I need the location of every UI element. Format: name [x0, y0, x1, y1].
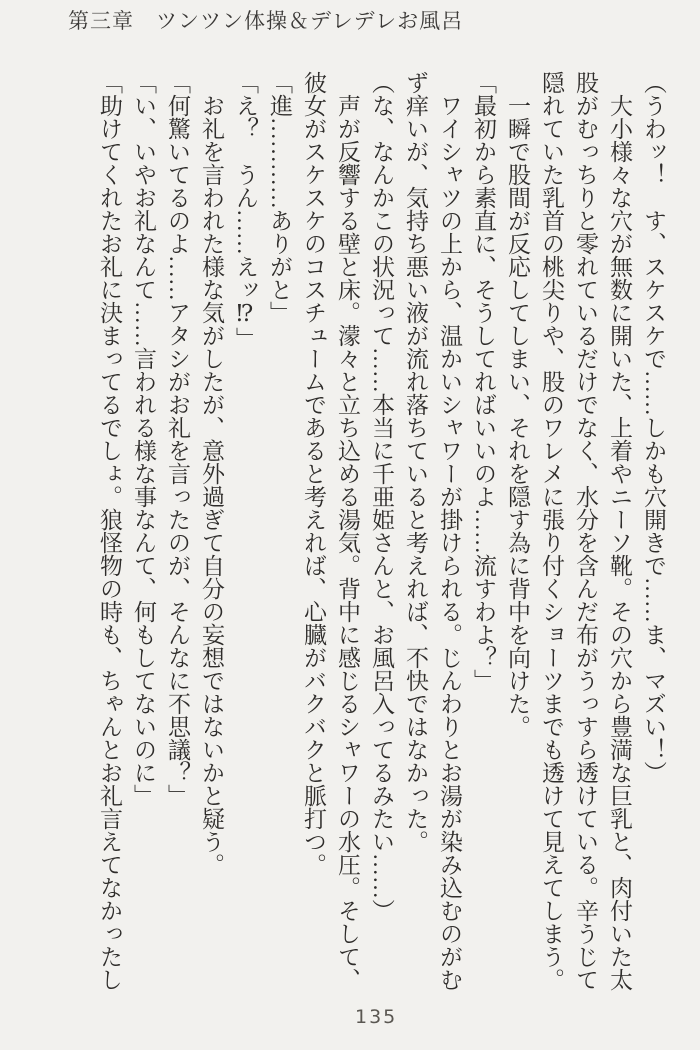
page-number: 135: [355, 1006, 398, 1028]
paragraph: 「助けてくれたお礼に決まってるでしょ。狼怪物の時も、ちゃんとお礼言えてなかったし: [97, 71, 122, 991]
paragraph: 「何驚いてるのよ……アタシがお礼を言ったのが、そんなに不思議？」: [165, 71, 190, 807]
paragraph: 一瞬で股間が反応してしまい、それを隠す為に背中を向けた。: [505, 94, 530, 738]
paragraph: 「進…………ありがと」: [267, 71, 292, 324]
paragraph: （な、なんかこの状況って……本当に千亜姫さんと、お風呂入ってるみたい……）: [369, 71, 394, 922]
paragraph: 大小様々な穴が無数に開いた、上着やニーソ靴。その穴から豊満な巨乳と、肉付いた太股がむっちりと零れているだけでなく、水分を含んだ布がうっすら透けている。辛うじて隠れていた乳首の桃尖りや、股のワレメに張り付くショーツまでも透けて見えてしまう。: [539, 71, 632, 991]
paragraph: お礼を言われた様な気がしたが、意外過ぎて自分の妄想ではないかと疑う。: [199, 94, 224, 876]
paragraph: ワイシャツの上から、温かいシャワーが掛けられる。じんわりとお湯が染み込むのがむず痒いが、気持ち悪い液が流れ落ちていると考えれば、不快ではなかった。: [403, 71, 462, 991]
paragraph: （うわッ！ す、スケスケで……しかも穴開きで……ま、マズい！）: [641, 71, 666, 784]
chapter-header: 第三章 ツンツン体操＆デレデレお風呂: [68, 9, 464, 33]
paragraph: 声が反響する壁と床。濛々と立ち込める湯気。背中に感じるシャワーの水圧。そして、彼女がスケスケのコスチュームであると考えれば、心臓がバクバクと脈打つ。: [301, 71, 360, 991]
paragraph: 「え？ うん……えッ⁉」: [233, 71, 258, 350]
paragraph: 「最初から素直に、そうしてればいいのよ……流すわよ？」: [471, 71, 496, 692]
page-body-text: [92, 71, 670, 999]
paragraph: 「い、いやお礼なんて……言われる様な事なんて、何もしてないのに」: [131, 71, 156, 807]
